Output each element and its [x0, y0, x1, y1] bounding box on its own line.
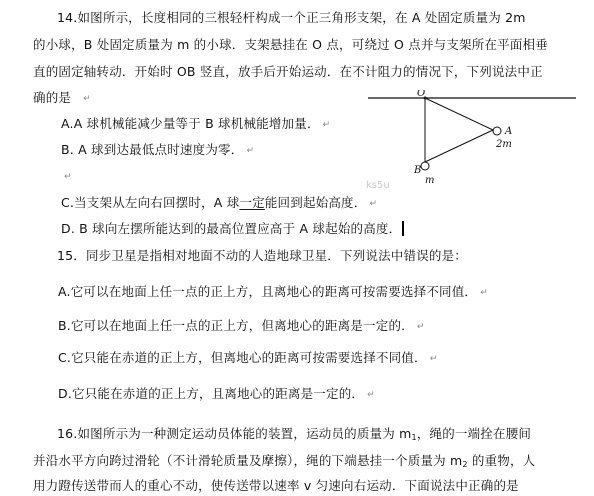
triangle-support-figure [368, 90, 576, 190]
q14-option-a-text: A.A 球机械能减少量等于 B 球机械能增加量． [61, 116, 320, 131]
q15-option-d [58, 386, 375, 403]
q16-line-3-text: 用力蹬传送带而人的重心不动，使传送带以速率 v 匀速向右运动．下面说法中正确的是 [33, 478, 519, 493]
paragraph-mark-icon: ↵ [246, 146, 255, 156]
q16-line-1 [57, 426, 531, 442]
paragraph-mark-icon: ↵ [367, 390, 375, 400]
q15-stem [57, 248, 467, 264]
q14-option-c-text-pre: C.当支架从左向右回摆时，A 球 [61, 195, 240, 210]
paragraph-mark-icon: ↵ [480, 288, 488, 298]
q15-option-a [58, 284, 488, 301]
q14-line-2 [33, 37, 548, 53]
q14-line-4-text: 确的是 [33, 90, 72, 105]
paragraph-mark-icon: ↵ [416, 322, 425, 332]
q14-option-b-text: B. A 球到达最低点时速度为零． [61, 142, 244, 157]
q16-subscript-2: 2 [462, 460, 468, 469]
q16-line-3 [33, 478, 519, 494]
q15-option-c-text: C.它只能在赤道的正上方，但离地心的距离可按需要选择不同值． [58, 350, 427, 365]
paragraph-mark-icon: ↵ [322, 120, 331, 130]
q14-option-a [61, 116, 330, 133]
q14-line-1-text: 14.如图所示，长度相同的三根轻杆构成一个正三角形支架，在 A 处固定质量为 2m [57, 10, 526, 25]
ball-a-icon [493, 127, 501, 135]
q16-line-1-text-post: ，绳的一端拴在腰间 [416, 426, 532, 441]
label-2m: 2m [496, 139, 512, 150]
q15-option-a-text: A.它可以在地面上任一点的正上方，且离地心的距离可按需要选择不同值． [58, 284, 478, 299]
q15-option-b-text: B.它可以在地面上任一点的正上方，但离地心的距离是一定的． [58, 318, 414, 333]
paragraph-mark-icon: ↵ [83, 94, 91, 104]
label-m: m [425, 175, 435, 186]
rod-ab [425, 130, 493, 162]
q14-option-d-text: D. B 球向左摆所能达到的最高位置应高于 A 球起始的高度． [61, 221, 402, 236]
q14-line-3-text: 直的固定轴转动．开始时 OB 竖直，放手后开始运动．在不计阻力的情况下，下列说法中正 [33, 64, 543, 79]
label-b: B [414, 165, 422, 176]
paragraph-mark-icon: ↵ [429, 354, 438, 364]
watermark: ks5u [366, 180, 390, 191]
q16-line-2-text-pre: 并沿水平方向跨过滑轮（不计滑轮质量及摩擦），绳的下端悬挂一个质量为 m [33, 453, 463, 468]
q15-stem-text: 15．同步卫星是指相对地面不动的人造地球卫星．下列说法中错误的是： [57, 248, 468, 263]
q16-line-1-text-pre: 16.如图所示为一种测定运动员体能的装置，运动员的质量为 m [57, 426, 412, 441]
q15-option-c [58, 350, 437, 367]
q14-option-c [61, 195, 377, 212]
q14-line-4 [33, 90, 91, 107]
q14-line-1 [57, 10, 526, 26]
paragraph-mark-icon: ↵ [369, 199, 378, 209]
q14-option-c-underlined-text: 一定 [239, 195, 265, 210]
ball-b-icon [421, 162, 429, 170]
rod-oa [425, 98, 493, 130]
q15-option-b [58, 318, 425, 335]
q16-line-2 [33, 453, 535, 469]
q16-line-2-text-post: 的重物，人 [467, 453, 536, 468]
paragraph-mark-icon: ↵ [64, 172, 72, 182]
label-a: A [505, 126, 513, 137]
q14-option-d [61, 221, 404, 237]
q14-line-3 [33, 64, 543, 80]
q14-option-b [61, 142, 254, 159]
q14-line-2-text: 的小球，B 处固定质量为 m 的小球．支架悬挂在 O 点，可绕过 O 点并与支架所在平面相垂 [33, 37, 548, 52]
q14-blank-line [61, 168, 72, 185]
text-cursor[interactable] [402, 221, 404, 236]
q14-option-c-text-post: 能回到起始高度． [264, 195, 367, 210]
q15-option-d-text: D.它只能在赤道的正上方，且离地心的距离是一定的． [58, 386, 365, 401]
q16-subscript-1: 1 [411, 433, 417, 442]
label-o: O [417, 90, 426, 99]
